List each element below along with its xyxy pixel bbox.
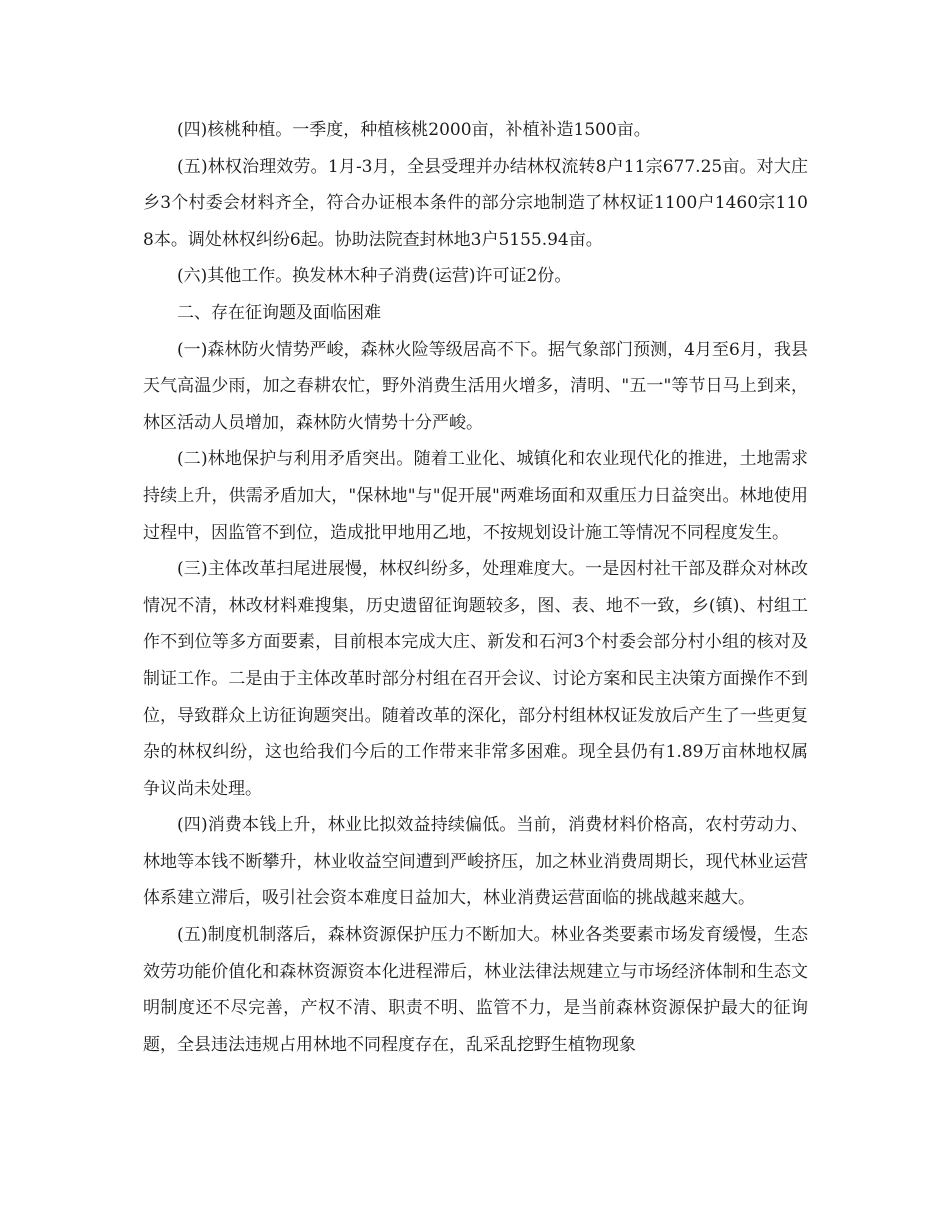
paragraph-other-work: (六)其他工作。换发林木种子消费(运营)许可证2份。 (177, 266, 572, 287)
paragraph-land-protection: (二)林地保护与利用矛盾突出。随着工业化、城镇化和农业现代化的推进，土地需求持续上升，供需矛盾加大，"保林地"与"促开展"两难场面和双重压力日益突出。林地使用过程中，因监管不到位，造成批甲地用乙地，不按规划设计施工等情况不同程度发生。 (143, 449, 808, 543)
section-heading-problems: 二、存在征询题及面临困难 (177, 302, 381, 323)
paragraph-institutional-mechanisms: (五)制度机制落后，森林资源保护压力不断加大。林业各类要素市场发育缓慢，生态效劳功能价值化和森林资源资本化进程滞后，林业法律法规建立与市场经济体制和生态文明制度还不尽完善，产权不清、职责不明、监管不力，是当前森林资源保护最大的征询题，全县违法违规占用林地不同程度存在，乱采乱挖野生植物现象 (143, 925, 808, 1055)
paragraph-reform-disputes: (三)主体改革扫尾进展慢，林权纠纷多，处理难度大。一是因村社干部及群众对林改情况不清，林改材料难搜集，历史遗留征询题较多，图、表、地不一致，乡(镇)、村组工作不到位等多方面要素，目前根本完成大庄、新发和石河3个村委会部分村小组的核对及制证工作。二是由于主体改革时部分村组在召开会议、讨论方案和民主决策方面操作不到位，导致群众上访征询题突出。随着改革的深化，部分村组林权证发放后产生了一些更复杂的林权纠纷，这也给我们今后的工作带来非常多困难。现全县仍有1.89万亩林地权属争议尚未处理。 (143, 559, 808, 799)
paragraph-rising-costs: (四)消费本钱上升，林业比拟效益持续偏低。当前，消费材料价格高，农村劳动力、林地等本钱不断攀升，林业收益空间遭到严峻挤压，加之林业消费周期长，现代林业运营体系建立滞后，吸引社会资本难度日益加大，林业消费运营面临的挑战越来越大。 (143, 815, 808, 909)
paragraph-forest-rights-service: (五)林权治理效劳。1月-3月，全县受理并办结林权流转8户11宗677.25亩。对大庄乡3个村委会材料齐全，符合办证根本条件的部分宗地制造了林权证1100户1460宗1108本。调处林权纠纷6起。协助法院查封林地3户5155.94亩。 (143, 156, 808, 250)
document-body (143, 112, 808, 1063)
paragraph-walnut-planting: (四)核桃种植。一季度，种植核桃2000亩，补植补造1500亩。 (177, 120, 651, 140)
paragraph-fire-prevention: (一)森林防火情势严峻，森林火险等级居高不下。据气象部门预测，4月至6月，我县天气高温少雨，加之春耕农忙，野外消费生活用火增多，清明、"五一"等节日马上到来，林区活动人员增加，森林防火情势十分严峻。 (143, 339, 808, 433)
